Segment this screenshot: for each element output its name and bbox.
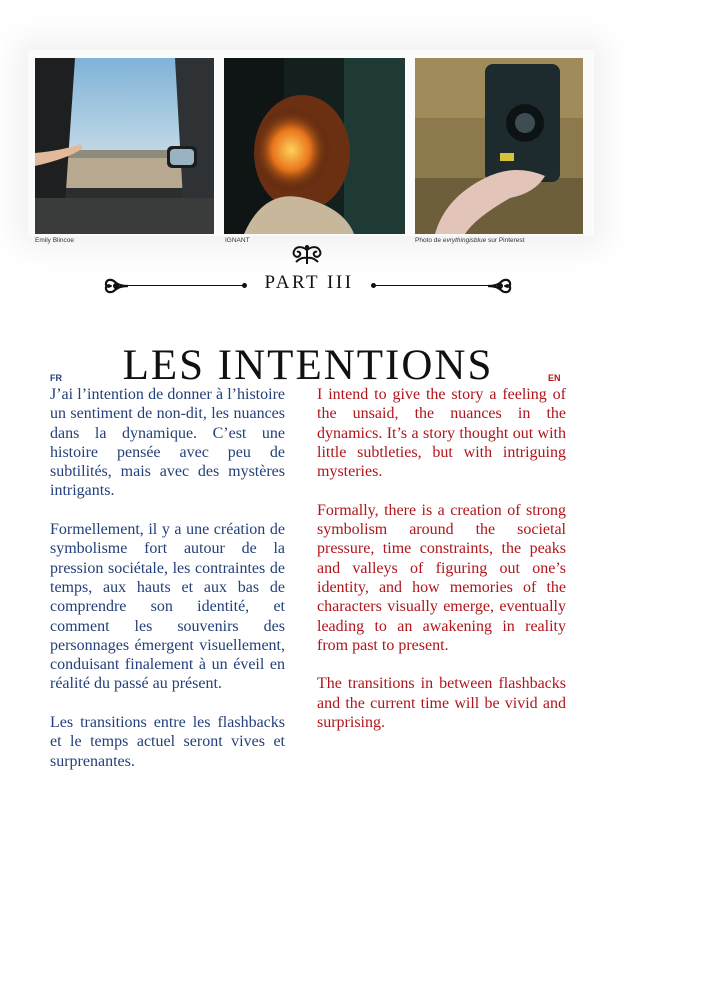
language-tag-fr: FR	[50, 373, 62, 383]
photo-caption: Photo de evrythingisblue sur Pinterest	[415, 237, 525, 244]
page-title: LES INTENTIONS	[122, 341, 494, 389]
french-paragraph: Formellement, il y a une création de symbolisme fort autour de la pression sociétale, les contraintes de temps, aux hauts et aux bas de comprendre son identité, et comment les souvenirs des personnages émergent visuellement, conduisant finalement à un éveil en réalité du passé au présent.	[50, 521, 285, 693]
photo-caption: IGNANT	[225, 237, 250, 244]
part-label: PART III	[264, 272, 354, 293]
flourish-left-icon	[104, 273, 130, 299]
photo-caption: Emily Blincoe	[35, 237, 75, 244]
heading-rule-right	[374, 285, 490, 286]
french-paragraph: Les transitions entre les flashbacks et le temps actuel seront vives et surprenantes.	[50, 714, 285, 770]
girl-in-car-sunlight-photo	[224, 58, 405, 234]
english-column	[317, 385, 566, 752]
ornament-icon	[282, 244, 332, 266]
english-paragraph: I intend to give the story a feeling of the unsaid, the nuances in the dynamics. It’s a story thought out with little subtleties, but with intriguing mysteries.	[317, 386, 566, 481]
heading-rule-left	[128, 285, 245, 286]
french-paragraph: J’ai l’intention de donner à l’histoire un sentiment de non-dit, les nuances dans la dynamique. C’est une histoire pensée avec peu de subtilités, mais avec des mystères intrigants.	[50, 386, 285, 500]
english-paragraph: Formally, there is a creation of strong symbolism around the societal pressure, time constraints, the peaks and valleys of figuring out one’s identity, and how memories of the characters visually emerge, eventually leading to an awakening in reality from past to present.	[317, 501, 566, 654]
flourish-right-icon	[486, 273, 512, 299]
car-window-hand-photo	[35, 58, 214, 234]
language-tag-en: EN	[548, 373, 561, 383]
hand-polaroid-camera-photo	[415, 58, 583, 234]
french-column	[50, 385, 285, 790]
english-paragraph: The transitions in between flashbacks and the current time will be vivid and surprising.	[317, 675, 566, 732]
rule-dot	[242, 283, 247, 288]
